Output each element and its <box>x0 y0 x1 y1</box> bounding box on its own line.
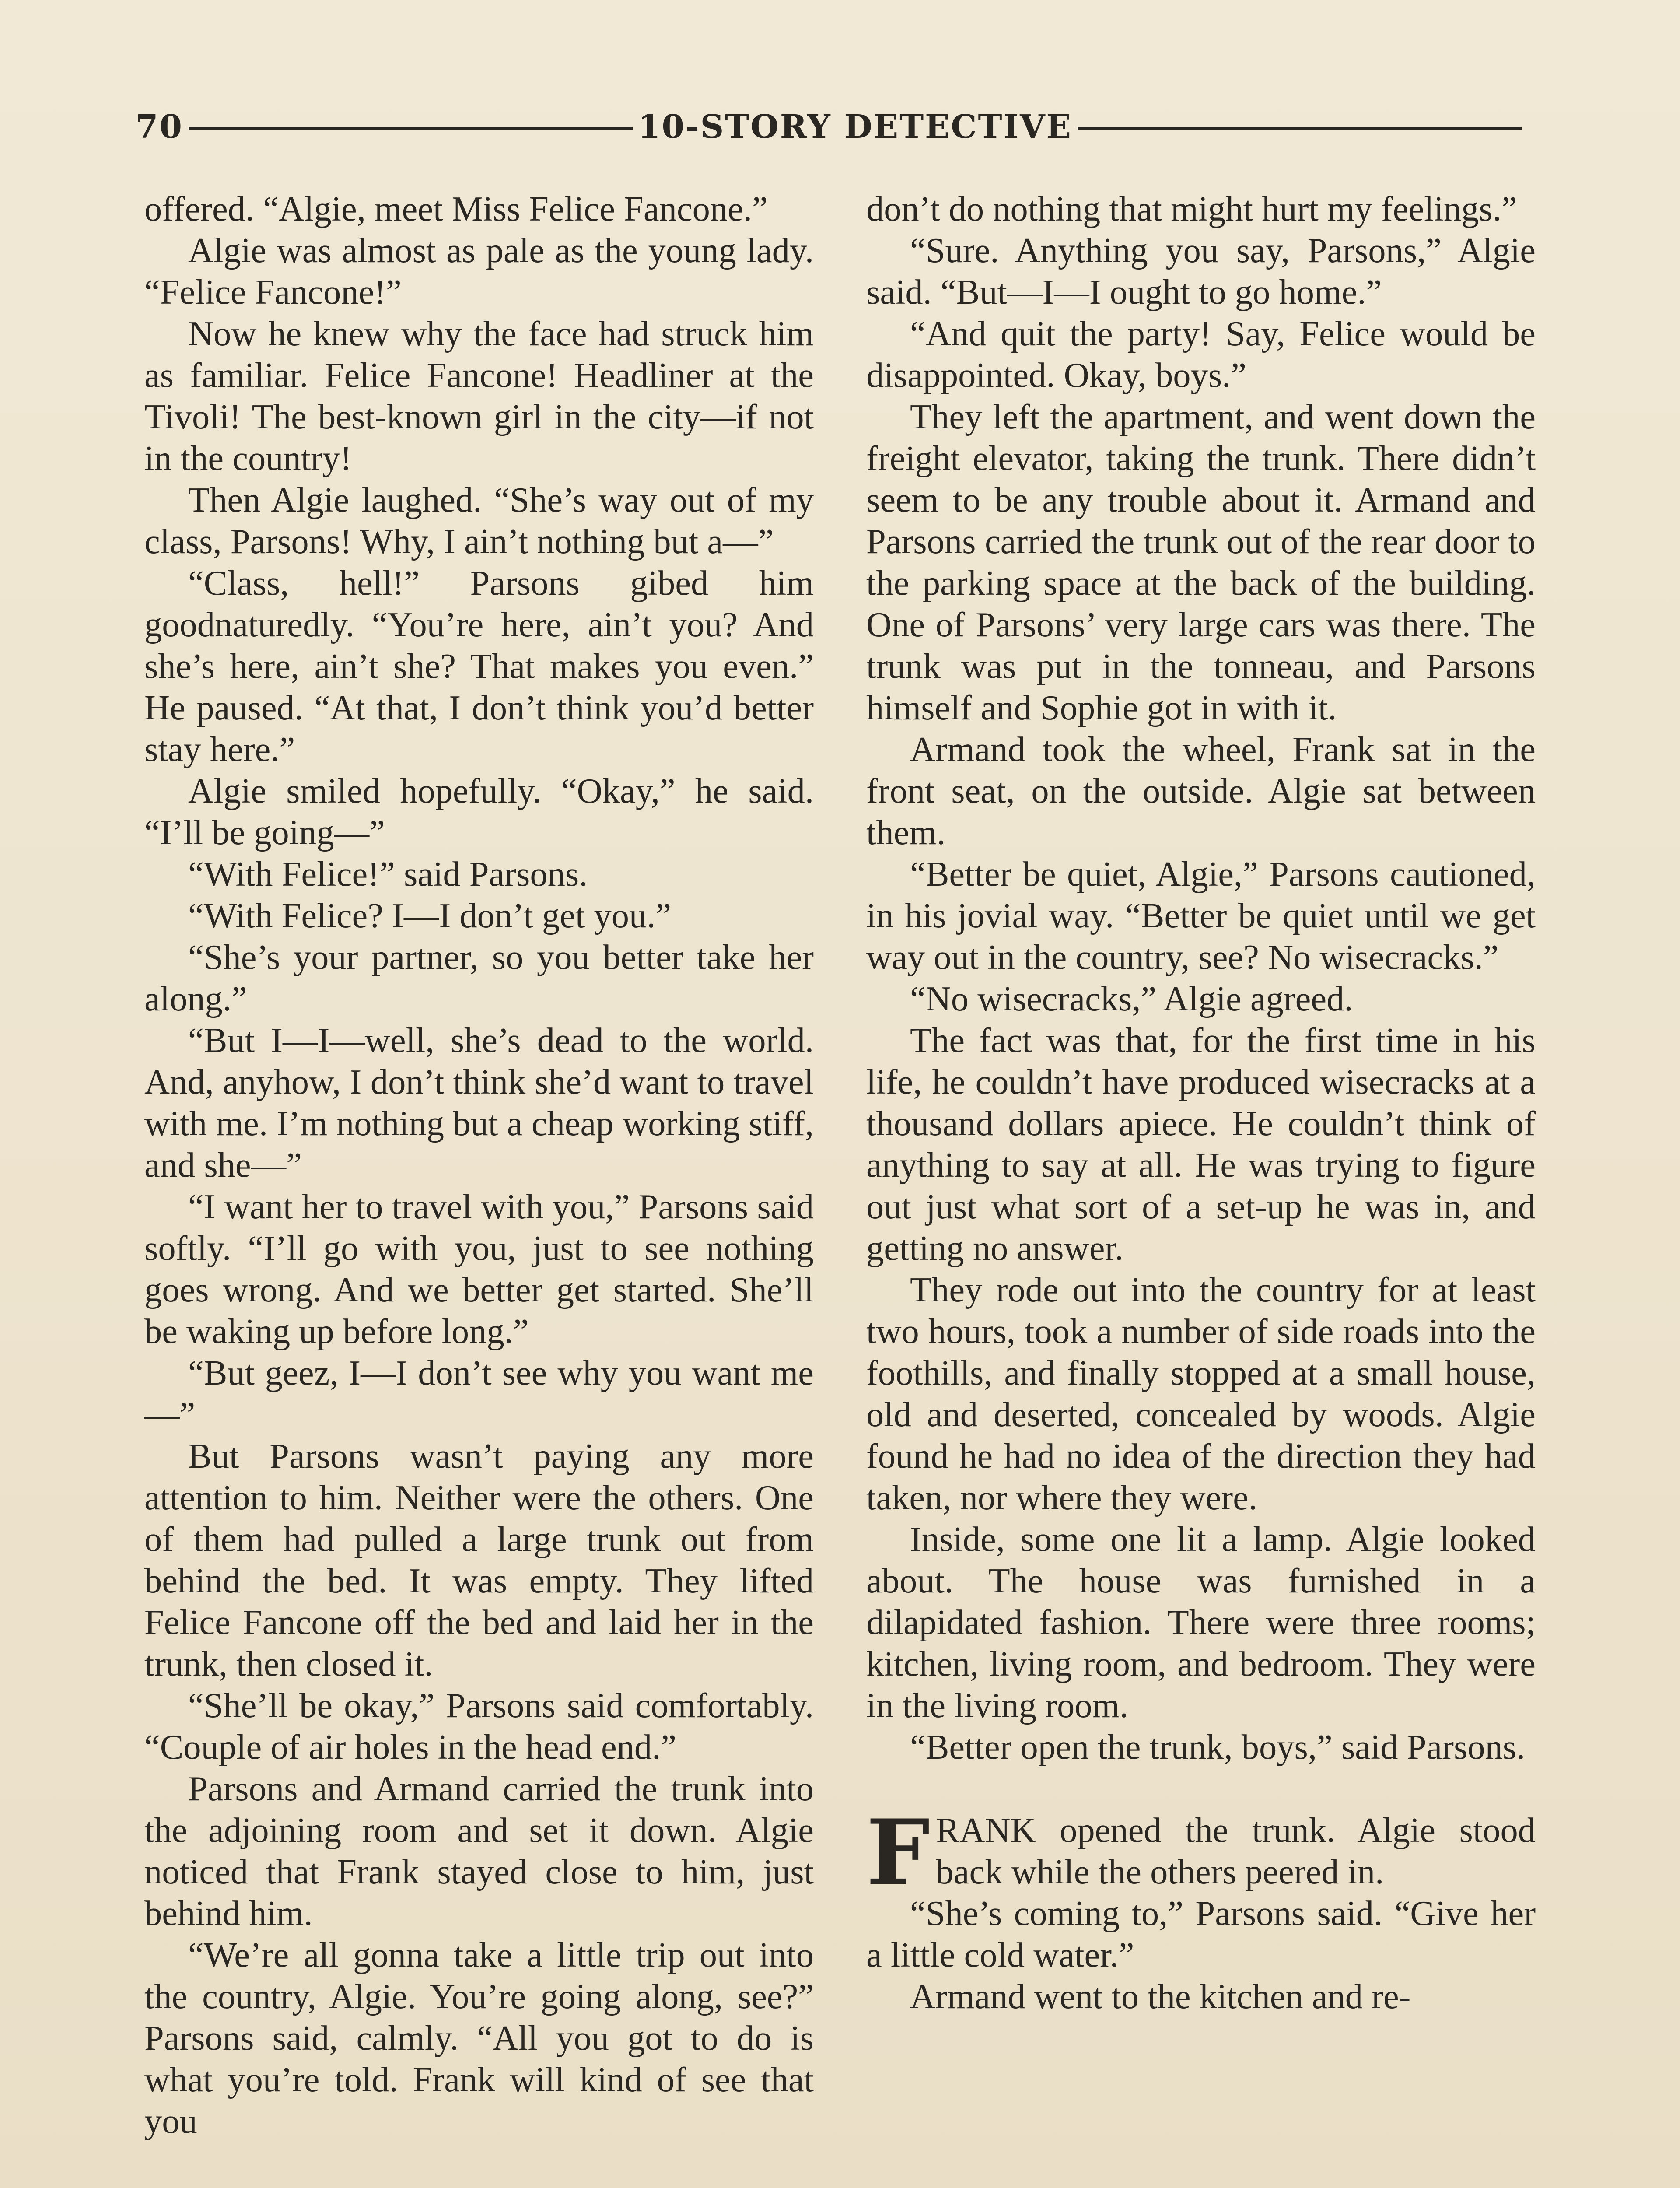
paragraph: Algie was almost as pale as the young lady. “Felice Fancone!” <box>144 231 814 312</box>
paragraph: “Better be quiet, Algie,” Parsons cautioned, in his jovial way. “Better be quiet until we get way out in the country, see? No wisecracks.” <box>866 855 1536 977</box>
paragraph: Now he knew why the face had struck him as familiar. Felice Fancone! Headliner at the Tivoli! The best-known girl in the city—if not in the country! <box>144 314 814 478</box>
story-text <box>144 188 1536 2188</box>
paragraph: “She’s your partner, so you better take her along.” <box>144 938 814 1018</box>
paragraph: offered. “Algie, meet Miss Felice Fancone.” <box>144 189 768 228</box>
paragraph: “With Felice!” said Parsons. <box>188 855 588 894</box>
paragraph: Inside, some one lit a lamp. Algie looked about. The house was furnished in a dilapidated fashion. There were three rooms; kitchen, living room, and bedroom. They were in the living room. <box>866 1520 1536 1725</box>
paragraph: “I want her to travel with you,” Parsons said softly. “I’ll go with you, just to see nothing goes wrong. And we better get started. She’ll be waking up before long.” <box>144 1187 814 1351</box>
left-column <box>144 188 814 2188</box>
paragraph: Parsons and Armand carried the trunk into the adjoining room and set it down. Algie noticed that Frank stayed close to him, just behind him. <box>144 1769 814 1933</box>
paragraph: They rode out into the country for at least two hours, took a number of side roads into the foothills, and finally stopped at a small house, old and deserted, concealed by woods. Algie found he had no idea of the direction they had taken, nor where they were. <box>866 1270 1536 1517</box>
paragraph: The fact was that, for the first time in his life, he couldn’t have produced wisecracks at a thousand dollars apiece. He couldn’t think of anything to say at all. He was trying to figure out just what sort of a set-up he was in, and getting no answer. <box>866 1021 1536 1268</box>
paragraph: “She’ll be okay,” Parsons said comfortably. “Couple of air holes in the head end.” <box>144 1686 814 1767</box>
paragraph: “But I—I—well, she’s dead to the world. And, anyhow, I don’t think she’d want to travel with me. I’m nothing but a cheap working stiff, and she—” <box>144 1021 814 1185</box>
paragraph: “We’re all gonna take a little trip out into the country, Algie. You’re going along, see?” Parsons said, calmly. “All you got to do is what you’re told. Frank will kind of see that you <box>144 1936 814 2141</box>
paragraph: “With Felice? I—I don’t get you.” <box>188 896 672 935</box>
paragraph: Algie smiled hopefully. “Okay,” he said. “I’ll be going—” <box>144 771 814 852</box>
paragraph: “And quit the party! Say, Felice would be disappointed. Okay, boys.” <box>866 314 1536 395</box>
right-column <box>866 188 1536 2188</box>
paragraph: “Sure. Anything you say, Parsons,” Algie said. “But—I—I ought to go home.” <box>866 231 1536 312</box>
section-opening-paragraph <box>866 1800 1536 1905</box>
paragraph: “Class, hell!” Parsons gibed him goodnaturedly. “You’re here, ain’t you? And she’s here, ain’t she? That makes you even.” He paused. “At that, I don’t think you’d better stay here.” <box>144 564 814 769</box>
paragraph: Armand went to the kitchen and re- <box>910 1977 1411 2016</box>
paragraph: “Better open the trunk, boys,” said Parsons. <box>910 1728 1526 1767</box>
paragraph: But Parsons wasn’t paying any more attention to him. Neither were the others. One of them had pulled a large trunk out from behind the bed. It was empty. They lifted Felice Fancone off the bed and laid her in the trunk, then closed it. <box>144 1437 814 1683</box>
drop-cap: F <box>866 1800 930 1905</box>
page-header <box>136 92 1527 162</box>
paragraph: Then Algie laughed. “She’s way out of my class, Parsons! Why, I ain’t nothing but a—” <box>144 480 814 561</box>
page-number: 70 <box>136 108 183 146</box>
paragraph: Armand took the wheel, Frank sat in the front seat, on the outside. Algie sat between them. <box>866 730 1536 852</box>
section-opening-text: RANK opened the trunk. Algie stood back while the others peered in. <box>936 1811 1536 1891</box>
header-rule-right <box>1078 127 1522 130</box>
header-rule-left <box>189 127 633 130</box>
magazine-title: 10-STORY DETECTIVE <box>638 108 1072 146</box>
paragraph: “She’s coming to,” Parsons said. “Give her a little cold water.” <box>866 1894 1536 1974</box>
paragraph: don’t do nothing that might hurt my feelings.” <box>866 189 1517 228</box>
paragraph: They left the apartment, and went down the freight elevator, taking the trunk. There didn’t seem to be any trouble about it. Armand and Parsons carried the trunk out of the rear door to the parking space at the back of the building. One of Parsons’ very large cars was there. The trunk was put in the tonneau, and Parsons himself and Sophie got in with it. <box>866 397 1536 727</box>
paragraph: “No wisecracks,” Algie agreed. <box>910 979 1353 1018</box>
paragraph: “But geez, I—I don’t see why you want me—” <box>144 1353 814 1434</box>
